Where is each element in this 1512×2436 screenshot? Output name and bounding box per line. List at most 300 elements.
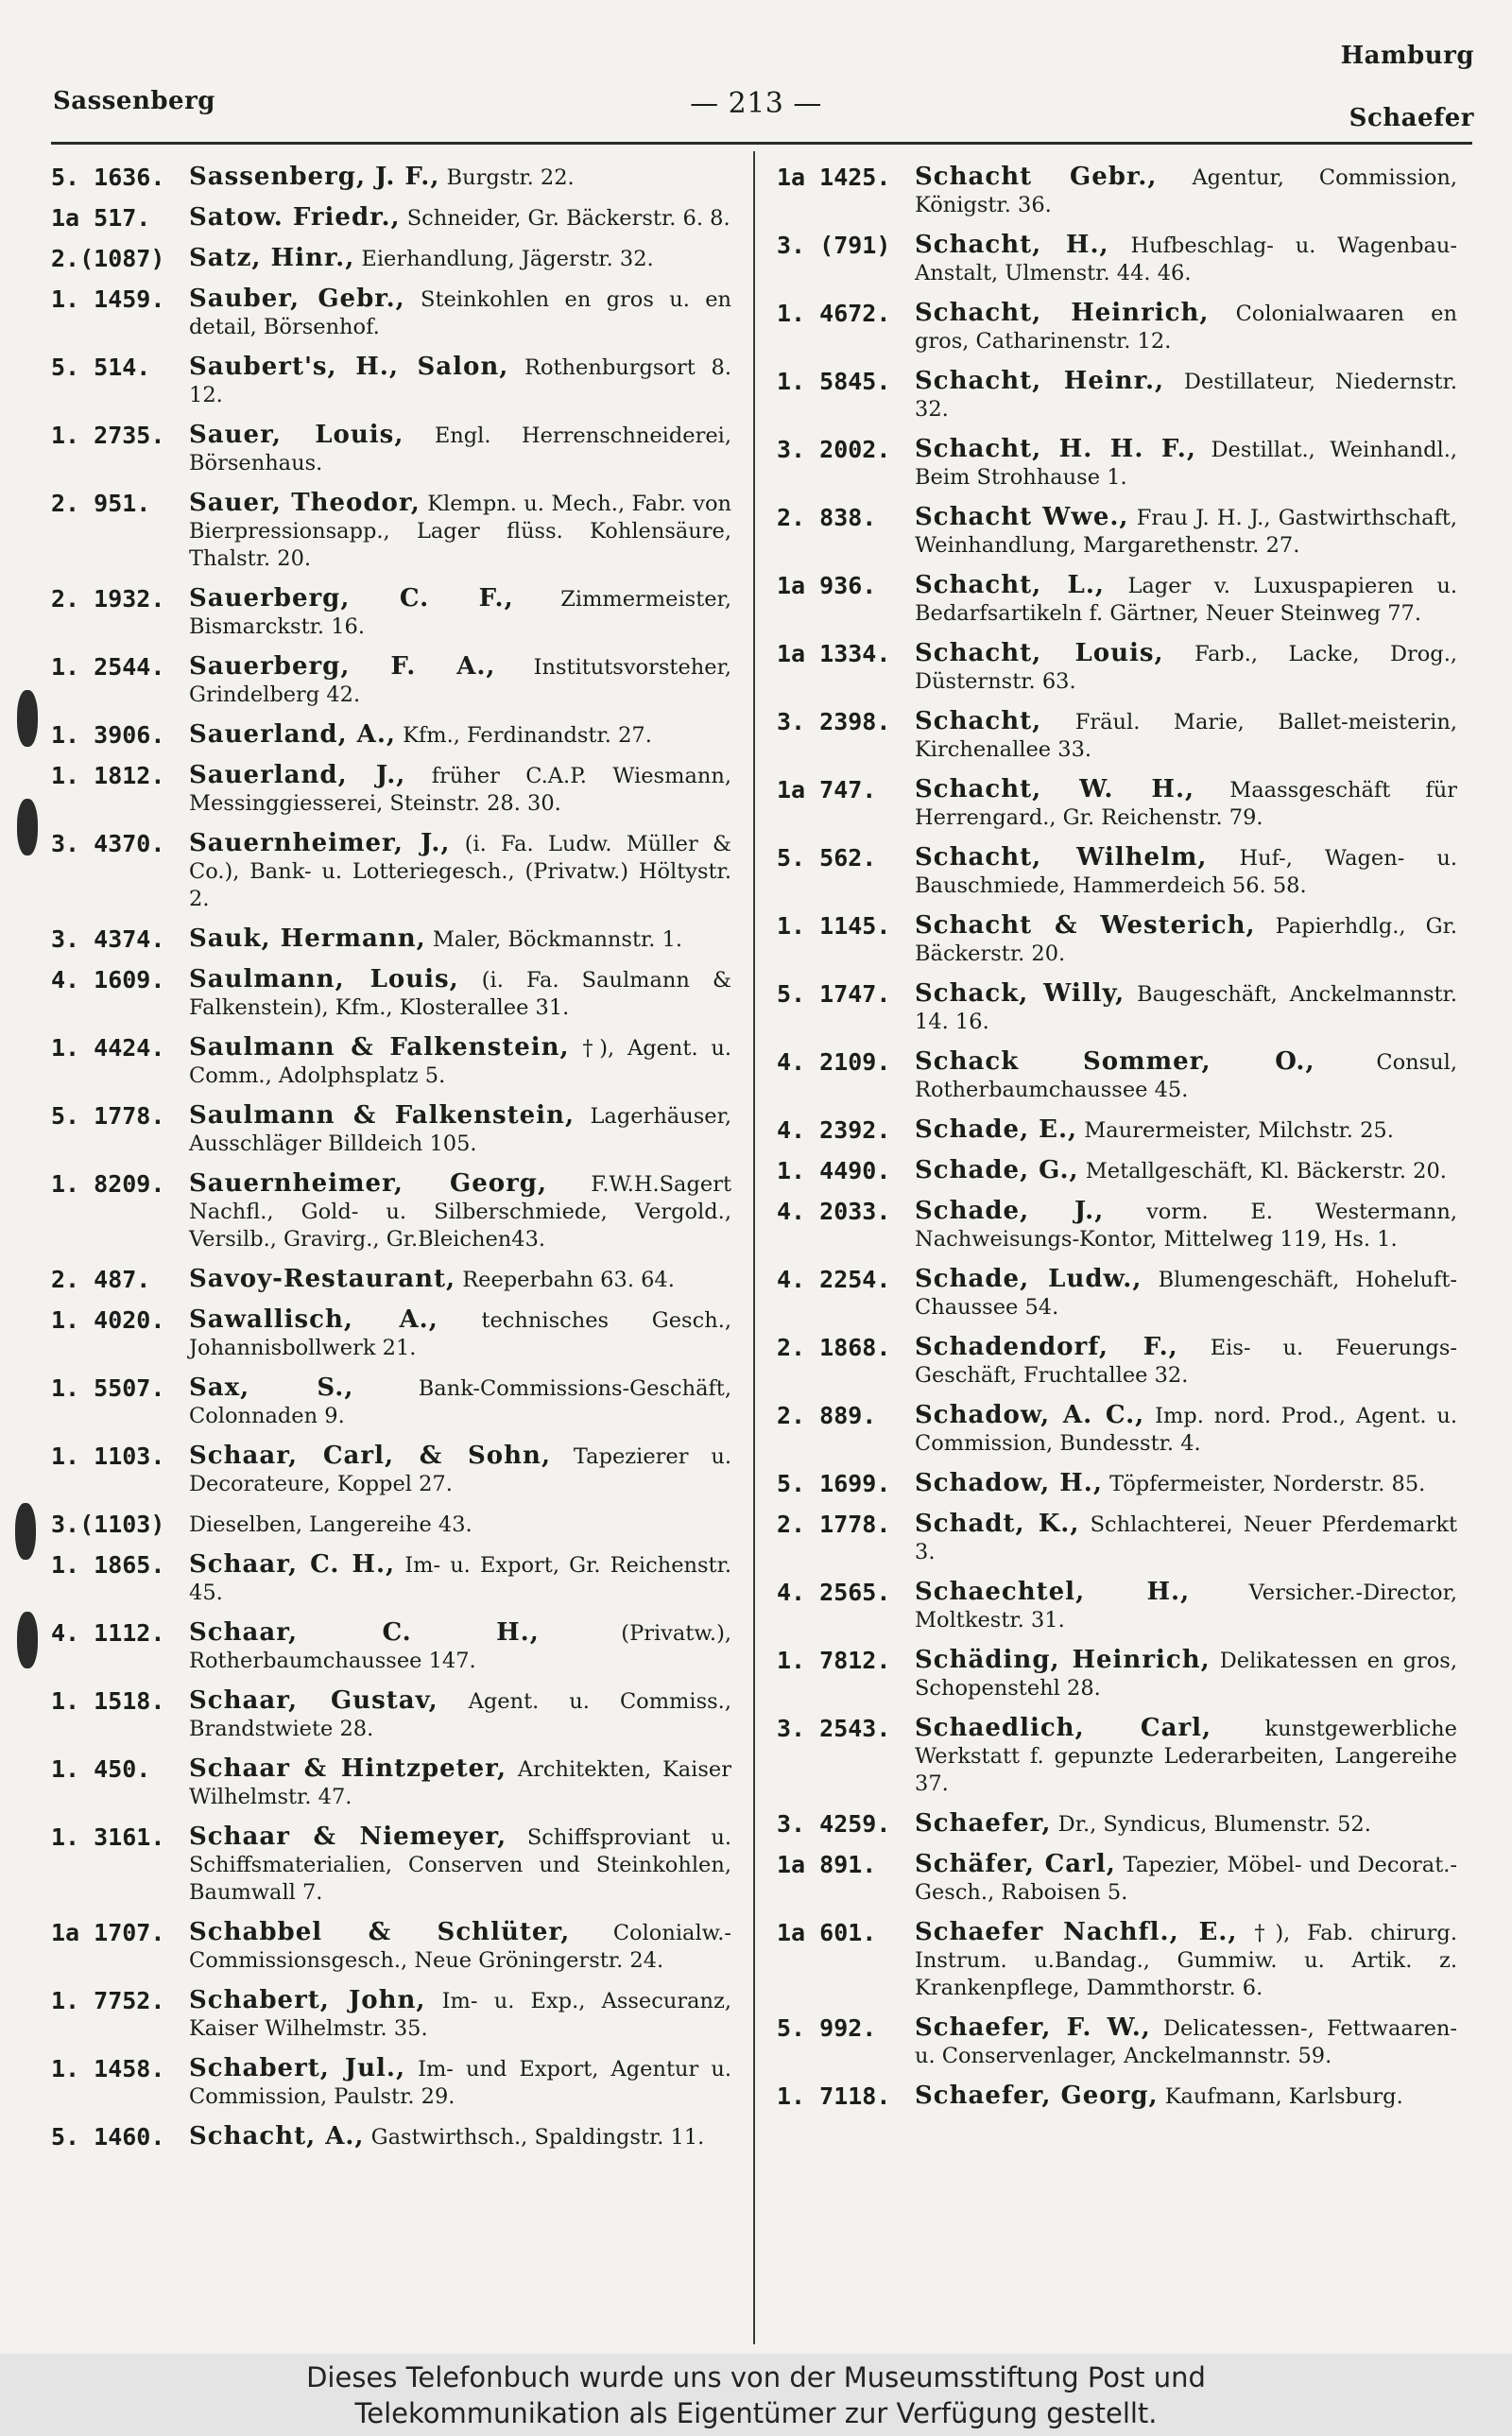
directory-entry <box>51 2055 731 2111</box>
entry-body <box>915 436 1457 492</box>
entry-name: Schaefer, Georg, <box>915 2082 1159 2110</box>
directory-entry <box>51 1551 731 1607</box>
directory-entry <box>51 285 731 341</box>
directory-entry <box>777 1851 1457 1907</box>
page-number: — 213 — <box>690 87 822 120</box>
directory-entry <box>777 300 1457 355</box>
directory-entry <box>51 490 731 573</box>
entry-details: Institutsvorsteher, Grindelberg 42. <box>189 655 732 707</box>
directory-entry <box>51 1619 731 1675</box>
entry-name: Sauerberg, C. F., <box>189 584 514 613</box>
entry-details: Consul, Rotherbaumchaussee 45. <box>915 1050 1458 1102</box>
directory-entry <box>51 721 731 750</box>
phone-number: 2. 951. <box>51 490 151 517</box>
entry-details: Kaufmann, Karlsburg. <box>1164 2084 1403 2109</box>
entry-body <box>189 2123 731 2151</box>
directory-entry <box>777 1810 1457 1839</box>
phone-number: 4. 2109. <box>777 1048 891 1076</box>
directory-entry <box>51 1034 731 1090</box>
phone-number: 1a 1425. <box>777 164 891 191</box>
ink-blot <box>17 690 38 747</box>
entry-name: Schaar & Niemeyer, <box>189 1823 507 1851</box>
entry-details: Tapezier, Möbel- und Decorat.-Gesch., Raboisen 5. <box>915 1853 1457 1905</box>
entry-details: Schneider, Gr. Bäckerstr. 6. 8. <box>406 206 730 231</box>
directory-entry <box>777 1919 1457 2002</box>
directory-entry <box>51 1755 731 1811</box>
ink-blot <box>15 1503 36 1560</box>
directory-entry <box>51 1306 731 1362</box>
entry-body <box>915 1810 1457 1839</box>
phone-number: 5. 1778. <box>51 1102 165 1130</box>
directory-entry <box>777 232 1457 287</box>
phone-number: 1a 891. <box>777 1851 877 1878</box>
directory-entry <box>777 504 1457 560</box>
phone-number: 4. 1609. <box>51 966 165 993</box>
entry-name: Schacht, Louis, <box>915 639 1164 667</box>
entry-name: Schade, E., <box>915 1115 1078 1144</box>
directory-entry <box>777 1579 1457 1634</box>
entry-name: Schadendorf, F., <box>915 1333 1178 1361</box>
directory-entry <box>777 1334 1457 1390</box>
entry-details: Fräul. Marie, Ballet-meisterin, Kirchenallee 33. <box>915 710 1457 762</box>
entry-body <box>915 1647 1457 1702</box>
entry-body <box>915 1334 1457 1390</box>
entry-name: Schade, Ludw., <box>915 1265 1143 1293</box>
directory-entry <box>777 2082 1457 2111</box>
phone-number: 3. 2543. <box>777 1715 891 1742</box>
directory-entry <box>51 966 731 1022</box>
entry-body <box>189 1034 731 1090</box>
entry-name: Schäfer, Carl, <box>915 1850 1116 1878</box>
phone-number: 5. 562. <box>777 844 877 872</box>
phone-number: 1. 2735. <box>51 422 165 449</box>
phone-number: 4. 2033. <box>777 1198 891 1225</box>
entry-body <box>189 490 731 573</box>
entry-details: Schlachterei, Neuer Pferdemarkt 3. <box>915 1512 1457 1564</box>
phone-number: 2. 889. <box>777 1402 877 1429</box>
entry-name: Schadt, K., <box>915 1510 1080 1538</box>
phone-number: 4. 1112. <box>51 1619 165 1647</box>
entry-name: Savoy-Restaurant, <box>189 1265 456 1293</box>
entry-name: Schacht, A., <box>189 2122 365 2151</box>
directory-entry <box>51 830 731 913</box>
entry-details: Papierhdlg., Gr. Bäckerstr. 20. <box>915 914 1458 966</box>
phone-number: 1. 4020. <box>51 1306 165 1334</box>
entry-body <box>189 1102 731 1158</box>
phone-number: 1. 1459. <box>51 285 165 313</box>
entry-body <box>189 1823 731 1907</box>
entry-details: Agentur, Commission, Königstr. 36. <box>915 165 1458 217</box>
entry-name: Saubert's, H., Salon, <box>189 353 509 381</box>
directory-entry <box>51 762 731 818</box>
phone-number: 1. 2544. <box>51 653 165 681</box>
entry-body <box>189 1755 731 1811</box>
entry-body <box>915 368 1457 423</box>
running-header-left: Sassenberg <box>53 87 215 115</box>
entry-body <box>189 1511 731 1539</box>
directory-entry <box>51 585 731 641</box>
entry-details: Farb., Lacke, Drog., Düsternstr. 63. <box>915 642 1457 694</box>
entry-details: Delicatessen-, Fettwaaren- u. Conservenlager, Anckelmannstr. 59. <box>915 2016 1457 2068</box>
phone-number: 1. 3906. <box>51 721 165 749</box>
entry-name: Schabbel & Schlüter, <box>189 1918 571 1946</box>
directory-entry <box>51 925 731 954</box>
phone-number: 4. 2565. <box>777 1579 891 1606</box>
entry-details: Engl. Herrenschneiderei, Börsenhaus. <box>189 423 731 475</box>
footer-notice <box>0 2354 1512 2436</box>
phone-number: 5. 1636. <box>51 164 165 191</box>
phone-number: 1. 1103. <box>51 1443 165 1470</box>
directory-entry <box>777 2014 1457 2070</box>
directory-entry <box>51 1919 731 1975</box>
entry-details: Destillat., Weinhandl., Beim Strohhause 1. <box>915 438 1457 490</box>
phone-number: 1. 1518. <box>51 1687 165 1715</box>
right-column <box>777 151 1457 2111</box>
entry-name: Satow. Friedr., <box>189 203 401 232</box>
directory-entry <box>51 1266 731 1294</box>
phone-number: 1. 4490. <box>777 1157 891 1184</box>
entry-details: Maler, Böckmannstr. 1. <box>432 927 683 952</box>
directory-entry <box>51 2123 731 2151</box>
entry-details: Rothenburgsort 8. 12. <box>189 355 731 407</box>
entry-name: Schaar & Hintzpeter, <box>189 1754 507 1783</box>
phone-number: 1a 1707. <box>51 1919 165 1946</box>
phone-number: 4. 2254. <box>777 1266 891 1293</box>
entry-name: Sauer, Louis, <box>189 421 404 449</box>
phone-number: 1a 1334. <box>777 640 891 667</box>
entry-name: Saulmann & Falkenstein, <box>189 1101 576 1130</box>
header-rule <box>51 142 1472 145</box>
entry-details: Imp. nord. Prod., Agent. u. Commission, Bundesstr. 4. <box>915 1404 1457 1456</box>
directory-entry <box>51 422 731 477</box>
entry-name: Schabert, John, <box>189 1986 426 2014</box>
phone-number: 1. 4672. <box>777 300 891 327</box>
entry-name: Schadow, A. C., <box>915 1401 1145 1429</box>
entry-body <box>915 1198 1457 1253</box>
phone-number: 1. 7812. <box>777 1647 891 1674</box>
entry-details: (i. Fa. Ludw. Müller & Co.), Bank- u. Lotteriegesch., (Privatw.) Höltystr. 2. <box>189 832 732 911</box>
entry-name: Schack, Willy, <box>915 979 1125 1008</box>
entry-name: Sauk, Hermann, <box>189 924 426 953</box>
entry-name: Schacht Gebr., <box>915 163 1158 191</box>
entry-name: Schaar, C. H., <box>189 1550 396 1579</box>
phone-number: 1. 1812. <box>51 762 165 789</box>
entry-details: Metallgeschäft, Kl. Bäckerstr. 20. <box>1085 1159 1447 1183</box>
directory-entry <box>51 204 731 233</box>
entry-body <box>189 830 731 913</box>
entry-details: Dr., Syndicus, Blumenstr. 52. <box>1057 1812 1371 1837</box>
entry-details: †), Fab. chirurg. Instrum. u.Bandag., Gummiw. u. Artik. z. Krankenpflege, Dammthorstr. 6. <box>915 1921 1457 2000</box>
entry-details: F.W.H.Sagert Nachfl., Gold- u. Silberschmiede, Vergold., Versilb., Gravirg., Gr.Bleichen43. <box>189 1172 731 1252</box>
entry-details: Delikatessen en gros, Schopenstehl 28. <box>915 1649 1457 1701</box>
entry-name: Schacht, <box>915 707 1042 735</box>
entry-body <box>915 504 1457 560</box>
running-header-right: Schaefer <box>1349 104 1474 132</box>
directory-entry <box>51 1687 731 1743</box>
entry-details: Gastwirthsch., Spaldingstr. 11. <box>370 2125 705 2150</box>
phone-number: 1. 1865. <box>51 1551 165 1579</box>
entry-name: Schacht & Westerich, <box>915 911 1256 940</box>
entry-details: Steinkohlen en gros u. en detail, Börsenhof. <box>189 287 732 339</box>
entry-name: Sassenberg, J. F., <box>189 163 440 191</box>
entry-name: Sauernheimer, J., <box>189 829 451 857</box>
entry-body <box>189 1170 731 1253</box>
entry-body <box>189 1551 731 1607</box>
running-header-city: Hamburg <box>1340 42 1474 70</box>
entry-name: Schade, G., <box>915 1156 1079 1184</box>
directory-entry <box>777 980 1457 1036</box>
entry-name: Sauerland, J., <box>189 761 406 789</box>
directory-entry <box>51 1102 731 1158</box>
entry-name: Schaar, Carl, & Sohn, <box>189 1442 552 1470</box>
ink-blot <box>17 1612 38 1668</box>
entry-name: Schaar, Gustav, <box>189 1686 438 1715</box>
directory-entry <box>777 1470 1457 1498</box>
entry-body <box>189 1987 731 2043</box>
entry-body <box>915 1579 1457 1634</box>
entry-name: Schacht, H. H. F., <box>915 435 1196 463</box>
entry-details: Im- u. Export, Gr. Reichenstr. 45. <box>189 1553 732 1605</box>
directory-entry <box>777 1116 1457 1145</box>
entry-body <box>189 285 731 341</box>
directory-entry <box>51 354 731 409</box>
entry-body <box>189 966 731 1022</box>
entry-details: Colonialwaaren en gros, Catharinenstr. 12. <box>915 302 1457 354</box>
entry-name: Schacht, Heinr., <box>915 367 1165 395</box>
entry-body <box>915 1157 1457 1185</box>
phone-number: 2. 1868. <box>777 1334 891 1361</box>
entry-details: Eis- u. Feuerungs-Geschäft, Fruchtallee 32. <box>915 1336 1457 1388</box>
entry-details: (i. Fa. Saulmann & Falkenstein), Kfm., Klosterallee 31. <box>189 968 732 1020</box>
entry-body <box>915 232 1457 287</box>
phone-number: 3. (791) <box>777 232 891 259</box>
phone-number: 1a 517. <box>51 204 151 232</box>
footer-line-2: Telekommunikation als Eigentümer zur Verfügung gestellt. <box>354 2397 1158 2429</box>
entry-details: Tapezierer u. Decorateure, Koppel 27. <box>189 1444 731 1496</box>
phone-number: 3. 4370. <box>51 830 165 857</box>
phone-number: 5. 1460. <box>51 2123 165 2151</box>
entry-body <box>915 1402 1457 1458</box>
entry-body <box>915 708 1457 764</box>
entry-name: Sax, S., <box>189 1373 354 1402</box>
entry-name: Sauerberg, F. A., <box>189 652 496 681</box>
entry-body <box>189 164 731 192</box>
phone-number: 1. 1458. <box>51 2055 165 2082</box>
entry-details: kunstgewerbliche Werkstatt f. gepunzte Lederarbeiten, Langereihe 37. <box>915 1717 1457 1796</box>
entry-body <box>189 653 731 709</box>
directory-entry <box>51 1987 731 2043</box>
directory-entry <box>777 844 1457 900</box>
entry-name: Schacht, Wilhelm, <box>915 843 1208 872</box>
entry-details: Versicher.-Director, Moltkestr. 31. <box>915 1581 1457 1633</box>
entry-body <box>189 354 731 409</box>
entry-details: Huf-, Wagen- u. Bauschmiede, Hammerdeich 56. 58. <box>915 846 1457 898</box>
directory-entry <box>777 1402 1457 1458</box>
entry-details: Lager v. Luxuspapieren u. Bedarfsartikeln f. Gärtner, Neuer Steinweg 77. <box>915 574 1458 626</box>
entry-body <box>189 245 731 273</box>
phone-number: 1. 8209. <box>51 1170 165 1198</box>
directory-entry <box>777 1048 1457 1104</box>
entry-name: Sauernheimer, Georg, <box>189 1169 548 1198</box>
entry-body <box>189 1687 731 1743</box>
entry-name: Satz, Hinr., <box>189 244 355 272</box>
directory-entry <box>777 368 1457 423</box>
phone-number: 1. 7118. <box>777 2082 891 2110</box>
entry-name: Sauerland, A., <box>189 720 396 749</box>
phone-number: 5. 992. <box>777 2014 877 2042</box>
directory-entry <box>777 164 1457 219</box>
entry-name: Schacht, L., <box>915 571 1105 599</box>
directory-entry <box>51 1511 731 1539</box>
phone-number: 2. 1778. <box>777 1511 891 1538</box>
entry-name: Schäding, Heinrich, <box>915 1646 1211 1674</box>
directory-entry <box>51 1443 731 1498</box>
entry-details: Destillateur, Niedernstr. 32. <box>915 370 1457 422</box>
phone-number: 1. 1145. <box>777 912 891 940</box>
column-divider <box>753 151 755 2344</box>
directory-entry <box>51 1823 731 1907</box>
entry-name: Saulmann, Louis, <box>189 965 459 993</box>
entry-name: Sawallisch, A., <box>189 1305 438 1334</box>
entry-body <box>915 640 1457 696</box>
phone-number: 2. 1932. <box>51 585 165 613</box>
entry-details: Bank-Commissions-Geschäft, Colonnaden 9. <box>189 1376 731 1428</box>
phone-number: 5. 1699. <box>777 1470 891 1497</box>
entry-name: Schadow, H., <box>915 1469 1103 1497</box>
entry-name: Sauber, Gebr., <box>189 285 405 313</box>
entry-details: Töpfermeister, Norderstr. 85. <box>1109 1472 1426 1496</box>
directory-entry <box>777 1198 1457 1253</box>
phone-number: 1. 3161. <box>51 1823 165 1851</box>
entry-body <box>189 925 731 954</box>
entry-name: Schacht Wwe., <box>915 503 1129 531</box>
entry-name: Schacht, W. H., <box>915 775 1195 803</box>
entry-details: Architekten, Kaiser Wilhelmstr. 47. <box>189 1757 731 1809</box>
entry-details: Colonialw.-Commissionsgesch., Neue Gröningerstr. 24. <box>189 1921 731 1973</box>
phone-number: 2. 838. <box>777 504 877 531</box>
entry-body <box>189 1266 731 1294</box>
entry-body <box>915 1048 1457 1104</box>
entry-details: Hufbeschlag- u. Wagenbau-Anstalt, Ulmenstr. 44. 46. <box>915 233 1457 285</box>
entry-body <box>189 2055 731 2111</box>
phone-number: 1a 936. <box>777 572 877 599</box>
phone-number: 5. 1747. <box>777 980 891 1008</box>
entry-details: Baugeschäft, Anckelmannstr. 14. 16. <box>915 982 1457 1034</box>
phone-number: 4. 2392. <box>777 1116 891 1144</box>
entry-body <box>915 2082 1457 2111</box>
phone-number: 1a 747. <box>777 776 877 803</box>
entry-body <box>915 1116 1457 1145</box>
entry-name: Schaar, C. H., <box>189 1618 540 1647</box>
entry-details: Blumengeschäft, Hoheluft-Chaussee 54. <box>915 1268 1458 1320</box>
ink-blot <box>17 799 38 855</box>
entry-details: Im- u. Exp., Assecuranz, Kaiser Wilhelmstr. 35. <box>189 1989 731 2041</box>
directory-entry <box>777 1266 1457 1322</box>
entry-details: technisches Gesch., Johannisbollwerk 21. <box>189 1308 732 1360</box>
footer-line-1: Dieses Telefonbuch wurde uns von der Museumsstiftung Post und <box>306 2361 1206 2393</box>
entry-name: Schacht, Heinrich, <box>915 299 1210 327</box>
directory-entry <box>777 776 1457 832</box>
entry-details: Zimmermeister, Bismarckstr. 16. <box>189 587 731 639</box>
directory-entry <box>51 653 731 709</box>
entry-details: früher C.A.P. Wiesmann, Messinggiesserei, Steinstr. 28. 30. <box>189 764 731 816</box>
entry-name: Schaefer Nachfl., E., <box>915 1918 1238 1946</box>
entry-name: Schacht, H., <box>915 231 1109 259</box>
phone-number: 2.(1087) <box>51 245 165 272</box>
entry-body <box>915 1715 1457 1798</box>
entry-body <box>915 1919 1457 2002</box>
directory-entry <box>51 164 731 192</box>
entry-body <box>915 980 1457 1036</box>
entry-body <box>189 1443 731 1498</box>
entry-details: Schiffsproviant u. Schiffsmaterialien, Conserven und Steinkohlen, Baumwall 7. <box>189 1825 731 1905</box>
phone-number: 3. 4259. <box>777 1810 891 1838</box>
entry-body <box>915 1470 1457 1498</box>
entry-body <box>915 844 1457 900</box>
entry-body <box>189 422 731 477</box>
directory-entry <box>51 1374 731 1430</box>
directory-entry <box>777 436 1457 492</box>
entry-body <box>915 1266 1457 1322</box>
phone-number: 3.(1103) <box>51 1511 165 1538</box>
entry-body <box>915 2014 1457 2070</box>
phone-number: 1. 5845. <box>777 368 891 395</box>
entry-body <box>915 912 1457 968</box>
entry-body <box>915 572 1457 628</box>
entry-details: Agent. u. Commiss., Brandstwiete 28. <box>189 1689 731 1741</box>
directory-entry <box>777 1157 1457 1185</box>
phone-number: 1. 450. <box>51 1755 151 1783</box>
phone-number: 1a 601. <box>777 1919 877 1946</box>
entry-details: Klempn. u. Mech., Fabr. von Bierpressionsapp., Lager flüss. Kohlensäure, Thalstr. 20. <box>189 492 732 571</box>
entry-body <box>189 1306 731 1362</box>
entry-name: Schabert, Jul., <box>189 2054 405 2082</box>
entry-details: Maassgeschäft für Herrengard., Gr. Reichenstr. 79. <box>915 778 1457 830</box>
phone-number: 1. 7752. <box>51 1987 165 2014</box>
phone-number: 5. 514. <box>51 354 151 381</box>
entry-name: Schaedlich, Carl, <box>915 1714 1212 1742</box>
directory-entry <box>51 245 731 273</box>
phone-number: 3. 2398. <box>777 708 891 735</box>
phone-number: 2. 487. <box>51 1266 151 1293</box>
entry-name: Schack Sommer, O., <box>915 1047 1315 1076</box>
entry-body <box>189 721 731 750</box>
entry-details: (Privatw.), Rotherbaumchaussee 147. <box>189 1621 732 1673</box>
directory-entry <box>777 1715 1457 1798</box>
entry-body <box>915 1511 1457 1566</box>
directory-entry <box>777 912 1457 968</box>
entry-body <box>915 776 1457 832</box>
phone-number: 3. 4374. <box>51 925 165 953</box>
entry-details: vorm. E. Westermann, Nachweisungs-Kontor, Mittelweg 119, Hs. 1. <box>915 1200 1457 1252</box>
entry-name: Sauer, Theodor, <box>189 489 421 517</box>
left-column <box>51 151 731 2151</box>
entry-details: Frau J. H. J., Gastwirthschaft, Weinhandlung, Margarethenstr. 27. <box>915 506 1458 558</box>
directory-entry <box>51 1170 731 1253</box>
entry-body <box>189 762 731 818</box>
entry-details: Dieselben, Langereihe 43. <box>189 1512 472 1537</box>
entry-name: Schaefer, <box>915 1809 1052 1838</box>
entry-details: Reeperbahn 63. 64. <box>462 1268 675 1292</box>
directory-entry <box>777 572 1457 628</box>
entry-body <box>189 204 731 233</box>
phone-number: 3. 2002. <box>777 436 891 463</box>
entry-details: †), Agent. u. Comm., Adolphsplatz 5. <box>189 1036 732 1088</box>
directory-entry <box>777 1511 1457 1566</box>
entry-name: Schaechtel, H., <box>915 1578 1191 1606</box>
phone-number: 1. 4424. <box>51 1034 165 1062</box>
entry-body <box>189 585 731 641</box>
